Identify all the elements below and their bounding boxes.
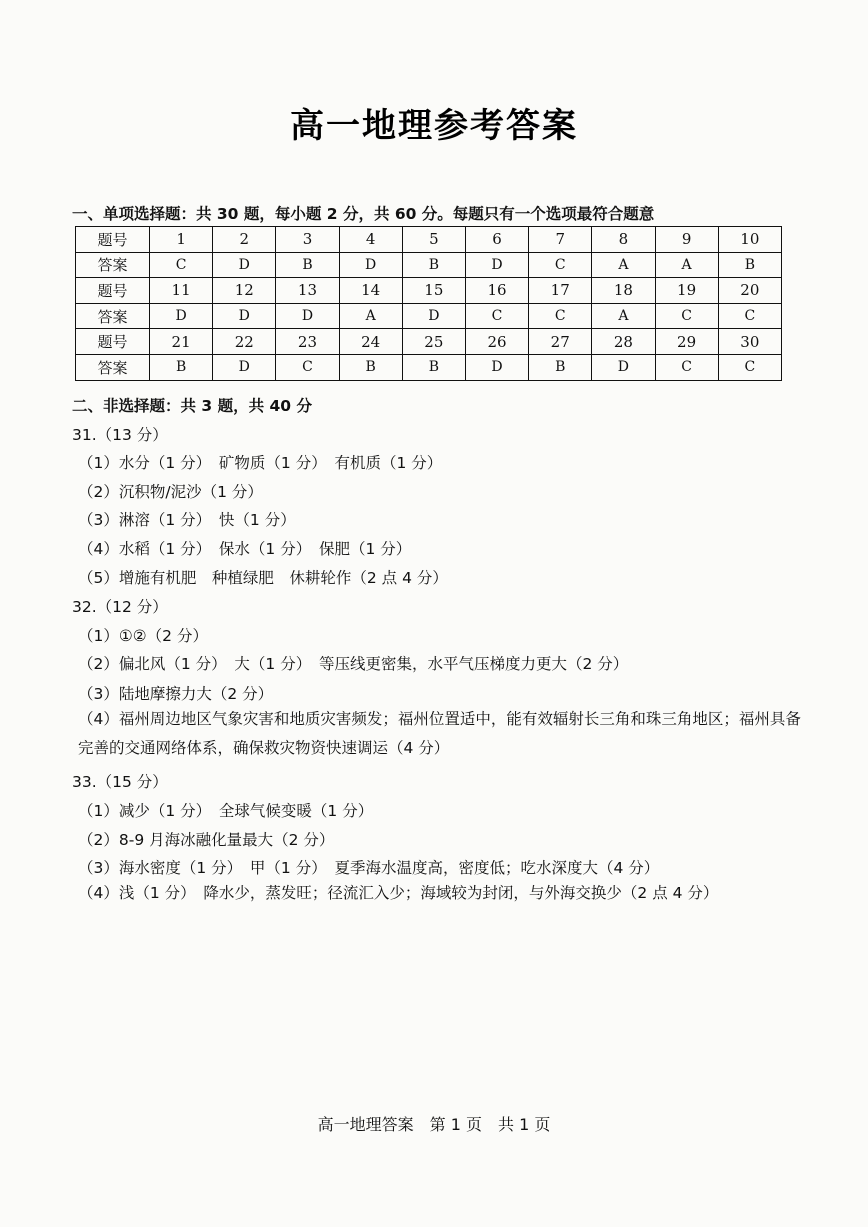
row-label: 题号 xyxy=(76,278,150,304)
answer-cell: D xyxy=(150,303,213,329)
answer-cell: D xyxy=(465,252,528,278)
table-row xyxy=(76,227,782,253)
q33-heading: 33.（15 分） xyxy=(72,773,168,791)
answer-cell: C xyxy=(718,354,781,380)
row-label: 答案 xyxy=(76,354,150,380)
answer-cell: C xyxy=(276,354,339,380)
section1-heading: 一、单项选择题：共 30 题，每小题 2 分，共 60 分。每题只有一个选项最符合题意 xyxy=(72,205,655,223)
question-number-cell: 9 xyxy=(655,227,718,253)
answer-cell: A xyxy=(339,303,402,329)
question-number-cell: 26 xyxy=(465,329,528,355)
q31-answer-3: （3）淋溶（1 分） 快（1 分） xyxy=(78,511,296,529)
question-number-cell: 24 xyxy=(339,329,402,355)
question-number-cell: 21 xyxy=(150,329,213,355)
answer-cell: A xyxy=(655,252,718,278)
answer-cell: B xyxy=(150,354,213,380)
answer-cell: D xyxy=(592,354,655,380)
answer-cell: D xyxy=(213,354,276,380)
question-number-cell: 14 xyxy=(339,278,402,304)
answer-cell: C xyxy=(655,354,718,380)
q32-answer-1: （1）①②（2 分） xyxy=(78,627,208,645)
q31-heading: 31.（13 分） xyxy=(72,426,168,444)
table-row xyxy=(76,278,782,304)
table-row xyxy=(76,354,782,380)
answer-cell: D xyxy=(276,303,339,329)
q32-answer-4: （4）福州周边地区气象灾害和地质灾害频发；福州位置适中，能有效辐射长三角和珠三角地区；福州具备完善的交通网络体系，确保救灾物资快速调运（4 分） xyxy=(78,710,801,757)
question-number-cell: 2 xyxy=(213,227,276,253)
question-number-cell: 11 xyxy=(150,278,213,304)
q31-answer-2: （2）沉积物/泥沙（1 分） xyxy=(78,483,263,501)
question-number-cell: 13 xyxy=(276,278,339,304)
answer-table xyxy=(75,226,782,381)
row-label: 题号 xyxy=(76,227,150,253)
question-number-cell: 15 xyxy=(402,278,465,304)
question-number-cell: 30 xyxy=(718,329,781,355)
question-number-cell: 16 xyxy=(465,278,528,304)
page-title: 高一地理参考答案 xyxy=(290,106,578,146)
answer-cell: D xyxy=(213,252,276,278)
q33-answer-4: （4）浅（1 分） 降水少，蒸发旺；径流汇入少；海域较为封闭，与外海交换少（2 点 4 分） xyxy=(78,884,719,902)
answer-cell: C xyxy=(655,303,718,329)
q33-answer-3: （3）海水密度（1 分） 甲（1 分） 夏季海水温度高，密度低；吃水深度大（4 分） xyxy=(78,859,660,877)
question-number-cell: 22 xyxy=(213,329,276,355)
answer-cell: C xyxy=(465,303,528,329)
answer-cell: D xyxy=(213,303,276,329)
question-number-cell: 10 xyxy=(718,227,781,253)
answer-cell: D xyxy=(465,354,528,380)
row-label: 题号 xyxy=(76,329,150,355)
answer-cell: A xyxy=(592,252,655,278)
answer-cell: B xyxy=(402,354,465,380)
row-label: 答案 xyxy=(76,252,150,278)
answer-cell: D xyxy=(402,303,465,329)
question-number-cell: 25 xyxy=(402,329,465,355)
q32-answer-2: （2）偏北风（1 分） 大（1 分） 等压线更密集，水平气压梯度力更大（2 分） xyxy=(78,655,629,673)
answer-cell: A xyxy=(592,303,655,329)
question-number-cell: 4 xyxy=(339,227,402,253)
question-number-cell: 5 xyxy=(402,227,465,253)
answer-cell: B xyxy=(718,252,781,278)
row-label: 答案 xyxy=(76,303,150,329)
question-number-cell: 6 xyxy=(465,227,528,253)
q32-heading: 32.（12 分） xyxy=(72,598,168,616)
answer-cell: C xyxy=(718,303,781,329)
question-number-cell: 29 xyxy=(655,329,718,355)
question-number-cell: 3 xyxy=(276,227,339,253)
question-number-cell: 20 xyxy=(718,278,781,304)
answer-cell: D xyxy=(339,252,402,278)
question-number-cell: 7 xyxy=(529,227,592,253)
answer-cell: B xyxy=(276,252,339,278)
table-row xyxy=(76,329,782,355)
question-number-cell: 17 xyxy=(529,278,592,304)
question-number-cell: 23 xyxy=(276,329,339,355)
q31-answer-4: （4）水稻（1 分） 保水（1 分） 保肥（1 分） xyxy=(78,540,412,558)
section2-heading: 二、非选择题：共 3 题，共 40 分 xyxy=(72,397,312,415)
answer-cell: C xyxy=(150,252,213,278)
question-number-cell: 8 xyxy=(592,227,655,253)
answer-cell: B xyxy=(529,354,592,380)
q33-answer-1: （1）减少（1 分） 全球气候变暖（1 分） xyxy=(78,802,374,820)
q31-answer-1: （1）水分（1 分） 矿物质（1 分） 有机质（1 分） xyxy=(78,454,443,472)
page-footer: 高一地理答案 第 1 页 共 1 页 xyxy=(317,1115,551,1134)
question-number-cell: 12 xyxy=(213,278,276,304)
question-number-cell: 27 xyxy=(529,329,592,355)
question-number-cell: 19 xyxy=(655,278,718,304)
table-row xyxy=(76,252,782,278)
question-number-cell: 1 xyxy=(150,227,213,253)
q32-answer-3: （3）陆地摩擦力大（2 分） xyxy=(78,685,274,703)
question-number-cell: 18 xyxy=(592,278,655,304)
q33-answer-2: （2）8-9 月海冰融化量最大（2 分） xyxy=(78,831,335,849)
question-number-cell: 28 xyxy=(592,329,655,355)
answer-cell: B xyxy=(402,252,465,278)
table-row xyxy=(76,303,782,329)
answer-cell: C xyxy=(529,303,592,329)
q31-answer-5: （5）增施有机肥 种植绿肥 休耕轮作（2 点 4 分） xyxy=(78,569,448,587)
answer-cell: C xyxy=(529,252,592,278)
answer-cell: B xyxy=(339,354,402,380)
